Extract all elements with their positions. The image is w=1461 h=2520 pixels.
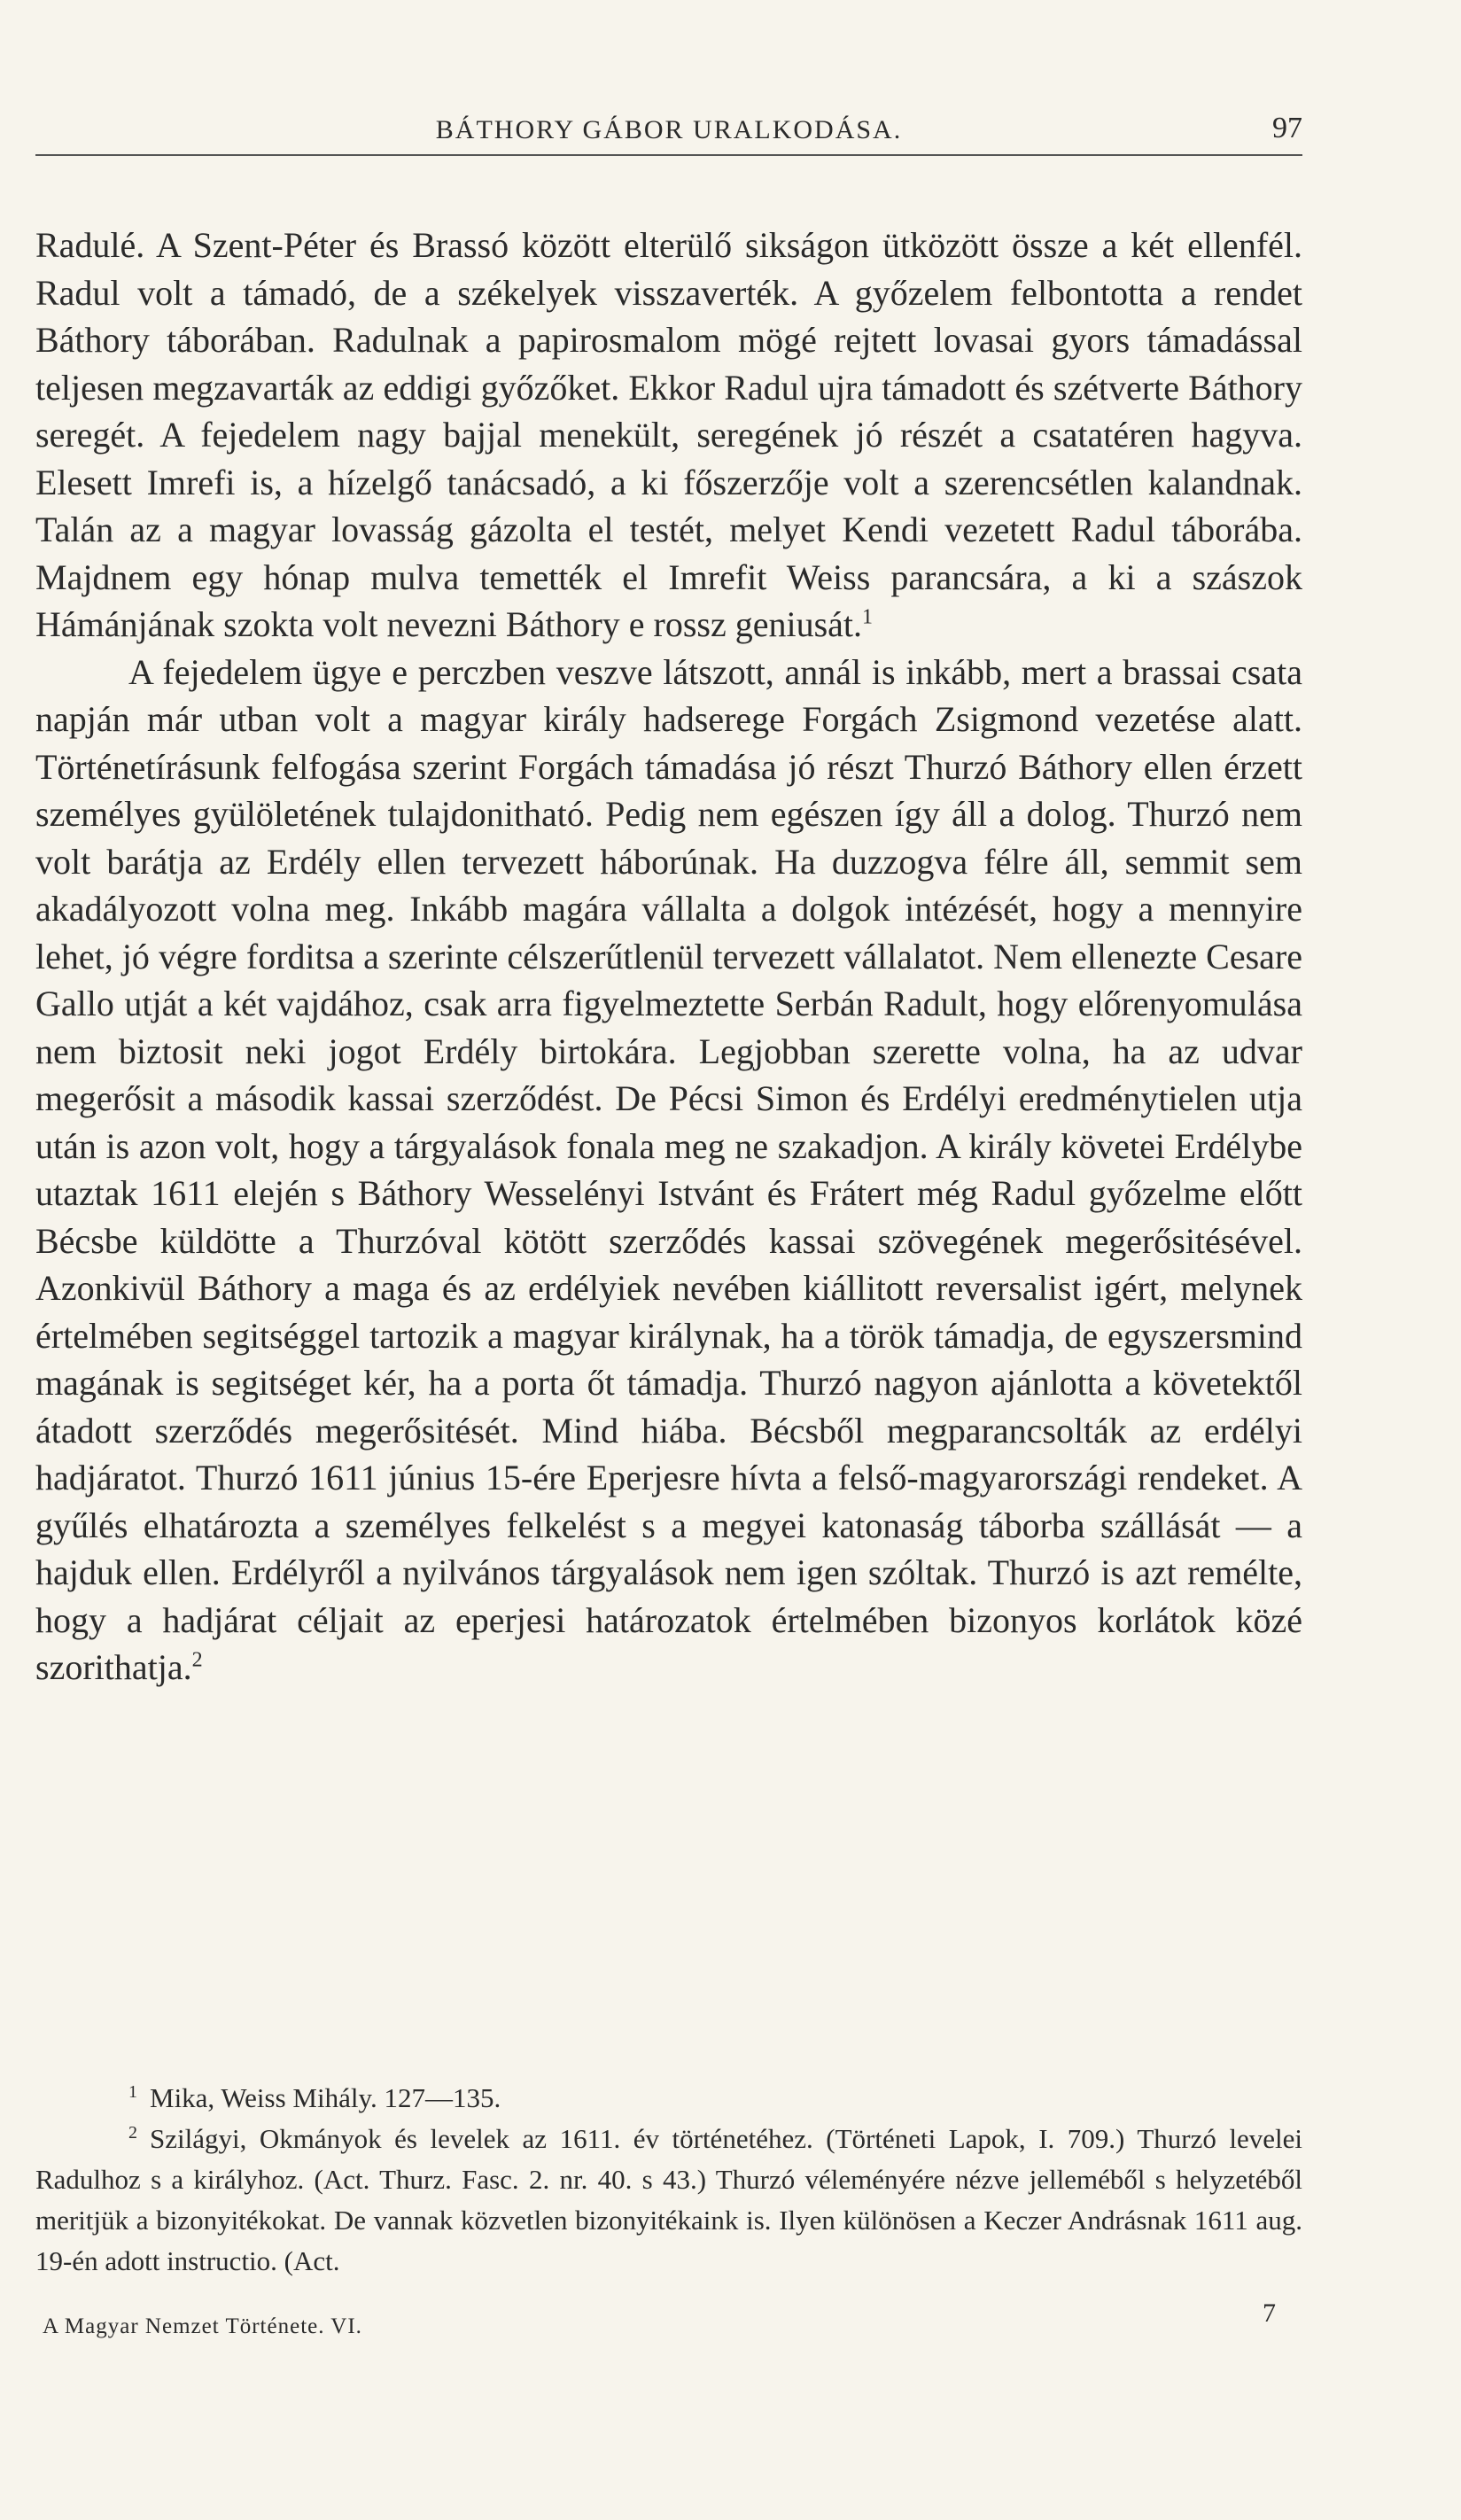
footnote-2-mark: 2 — [128, 2122, 137, 2143]
footnote-1-text: Mika, Weiss Mihály. 127—135. — [150, 2082, 501, 2113]
footnote-ref-2: 2 — [191, 1648, 203, 1672]
paragraph-1 — [35, 222, 1302, 649]
paragraph-2-text: A fejedelem ügye e perczben veszve látszott, annál is inkább, mert a brassai csata napján már utban volt a magyar király hadserege Forgách Zsigmond vezetése alatt. Történetírásunk felfogása szerint Forgách támadása jó részt Thurzó Báthory ellen érzett személyes gyülöletének tulajdonitható. Pedig nem egészen így áll a dolog. Thurzó nem volt barátja az Erdély ellen tervezett háborúnak. Ha duzzogva félre áll, semmit sem akadályozott volna meg. Inkább magára vállalta a dolgok intézését, hogy a mennyire lehet, jó végre forditsa a szerinte célszerűtlenül tervezett vállalatot. Nem ellenezte Cesare Gallo utját a két vajdához, csak arra figyelmeztette Serbán Radult, hogy előrenyomulása nem biztosit neki jogot Erdély birtokára. Legjobban szerette volna, ha az udvar megerősit a második kassai szerződést. De Pécsi Simon és Erdélyi eredménytielen utja után is azon volt, hogy a tárgyalások fonala meg ne szakadjon. A király követei Erdélybe utaztak 1611 elején s Báthory Wesselényi Istvánt és Frátert még Radul győzelme előtt Bécsbe küldötte a Thurzóval kötött szerződés kassai szövegének megerősitésével. Azonkivül Báthory a maga és az erdélyiek nevében kiállitott reversalist igért, melynek értelmében segitséggel tartozik a magyar királynak, ha a török támadja, de egyszersmind magának is segitséget kér, ha a porta őt támadja. Thurzó nagyon ajánlotta a követektől átadott szerződés megerősitését. Mind hiába. Bécsből megparancsolták az erdélyi hadjáratot. Thurzó 1611 június 15-ére Eperjesre hívta a felső-magyarországi rendeket. A gyűlés elhatározta a személyes felkelést s a megyei katonaság táborba szállását — a hajduk ellen. Erdélyről a nyilvános tárgyalások nem igen szóltak. Thurzó is azt remélte, hogy a hadjárat céljait az eperjesi határozatok értelmében bizonyos korlátok közé szorithatja. — [35, 651, 1302, 1687]
book-title: A Magyar Nemzet Története. VI. — [43, 2314, 362, 2338]
running-head — [35, 110, 1302, 156]
footnote-2-text: Szilágyi, Okmányok és levelek az 1611. év történetéhez. (Történeti Lapok, I. 709.) Thurzó levelei Radulhoz s a királyhoz. (Act. Thurz. Fasc. 2. nr. 40. s 43.) Thurzó véleményére nézve jelleméből s helyzetéből meritjük a bizonyitékokat. De vannak közvetlen bizonyitékaink is. Ilyen különösen a Keczer Andrásnak 1611 aug. 19-én adott instructio. (Act. — [35, 2123, 1302, 2276]
sheet-number: 7 — [1263, 2298, 1276, 2328]
page-number: 97 — [1272, 112, 1302, 144]
body-text — [35, 222, 1302, 1692]
footnote-2 — [35, 2119, 1302, 2282]
paragraph-1-text: Radulé. A Szent-Péter és Brassó között elterülő sikságon ütközött össze a két ellenfél. Radul volt a támadó, de a székelyek visszaverték. A győzelem felbontotta a rendet Báthory táborában. Radulnak a papirosmalom mögé rejtett lovasai gyors támadással teljesen megzavarták az eddigi győzőket. Ekkor Radul ujra támadott és szétverte Báthory seregét. A fejedelem nagy bajjal menekült, seregének jó részét a csatatéren hagyva. Elesett Imrefi is, a hízelgő tanácsadó, a ki főszerzője volt a szerencsétlen kalandnak. Talán az a magyar lovasság gázolta el testét, melyet Kendi vezetett Radul táborába. Majdnem egy hónap mulva temették el Imrefit Weiss parancsára, a ki a szászok Hámánjának szokta volt nevezni Báthory e rossz geniusát. — [35, 225, 1302, 644]
signature-line — [35, 2298, 1302, 2350]
footnote-1 — [35, 2078, 1302, 2119]
footnote-1-mark: 1 — [128, 2081, 137, 2102]
footnotes — [35, 2078, 1302, 2282]
running-title: BÁTHORY GÁBOR URALKODÁSA. — [435, 115, 903, 144]
paragraph-2 — [35, 649, 1302, 1692]
footnote-ref-1: 1 — [862, 605, 874, 629]
